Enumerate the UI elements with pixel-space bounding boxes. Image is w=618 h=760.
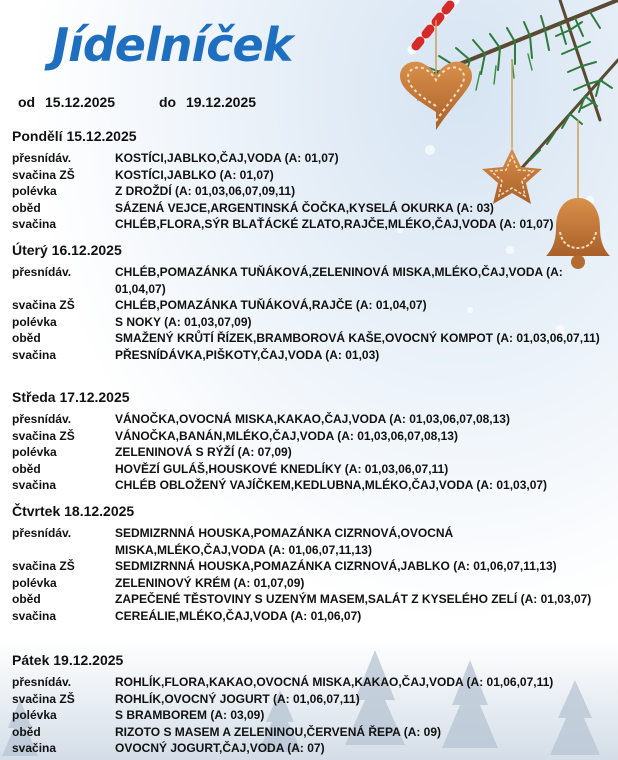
meal-text: RIZOTO S MASEM A ZELENINOU,ČERVENÁ ŘEPA (A: 09) [115,724,442,739]
meal-label: přesnídáv. [12,151,72,165]
menu-row [12,674,612,691]
from-date: 15.12.2025 [45,94,116,110]
meal-label: přesnídáv. [12,526,72,540]
day-section-monday [12,128,612,233]
meal-label: polévka [12,575,57,590]
menu-row [12,740,612,757]
meal-label: polévka [12,314,57,329]
menu-row [12,200,612,217]
menu-row [12,724,612,741]
meal-text: CEREÁLIE,MLÉKO,ČAJ,VODA (A: 01,06,07) [115,608,362,623]
meal-text: SEDMIZRNNÁ HOUSKA,POMAZÁNKA CIZRNOVÁ,OVOCNÁ MISKA,MLÉKO,ČAJ,VODA (A: 01,06,07,11,13) [115,526,454,557]
meal-label: přesnídáv. [12,675,72,689]
menu-row [12,608,612,625]
meal-label: svačina ZŠ [12,691,75,706]
meal-text: CHLÉB,POMAZÁNKA TUŇÁKOVÁ,ZELENINOVÁ MISKA,MLÉKO,ČAJ,VODA (A: 01,04,07) [115,265,563,296]
meal-label: přesnídáv. [12,265,72,279]
date-range [18,94,262,110]
meal-text: CHLÉB,POMAZÁNKA TUŇÁKOVÁ,RAJČE (A: 01,04,07) [115,298,427,312]
meal-text: SMAŽENÝ KRŮTÍ ŘÍZEK,BRAMBOROVÁ KAŠE,OVOCNÝ KOMPOT (A: 01,03,06,07,11) [115,331,600,345]
meal-label: polévka [12,708,57,722]
meal-label: přesnídáv. [12,412,72,426]
meal-label: svačina [12,478,57,492]
menu-row [12,216,612,233]
meal-text: KOSTÍCI,JABLKO,ČAJ,VODA (A: 01,07) [115,151,339,165]
meal-label: svačina [12,608,57,623]
meal-text: ZELENINOVÁ S RÝŽÍ (A: 07,09) [115,445,292,459]
meal-text: CHLÉB,FLORA,SÝR BLAŤÁCKÉ ZLATO,RAJČE,MLÉKO,ČAJ,VODA (A: 01,07) [115,217,554,231]
meal-text: S BRAMBOREM (A: 03,09) [115,708,265,722]
meal-text: HOVĚZÍ GULÁŠ,HOUSKOVÉ KNEDLÍKY (A: 01,03,06,07,11) [115,461,449,476]
meal-label: polévka [12,445,57,459]
menu-row [12,428,612,445]
menu-row [12,297,612,314]
meal-text: SEDMIZRNNÁ HOUSKA,POMAZÁNKA CIZRNOVÁ,JABLKO (A: 01,06,07,11,13) [115,559,557,573]
meal-text: ZELENINOVÝ KRÉM (A: 01,07,09) [115,575,305,590]
meal-text: ROHLÍK,FLORA,KAKAO,OVOCNÁ MISKA,KAKAO,ČAJ,VODA (A: 01,06,07,11) [115,675,554,689]
meal-label: oběd [12,724,41,739]
meal-text: PŘESNÍDÁVKA,PIŠKOTY,ČAJ,VODA (A: 01,03) [115,347,380,362]
menu-row [12,558,612,575]
menu-row [12,591,612,608]
menu-row [12,167,612,184]
menu-row [12,264,612,297]
meal-text: S NOKY (A: 01,03,07,09) [115,314,252,329]
day-title: Čtvrtek 18.12.2025 [12,503,135,519]
meal-label: oběd [12,200,41,215]
meal-label: polévka [12,184,57,198]
meal-label: oběd [12,331,41,345]
menu-row [12,150,612,167]
menu-row [12,461,612,478]
meal-label: svačina [12,217,57,231]
meal-text: SÁZENÁ VEJCE,ARGENTINSKÁ ČOČKA,KYSELÁ OKURKA (A: 03) [115,200,494,215]
meal-text: VÁNOČKA,BANÁN,MLÉKO,ČAJ,VODA (A: 01,03,06,07,08,13) [115,428,458,443]
meal-label: svačina ZŠ [12,167,75,182]
page-title: Jídelníček [52,18,293,72]
to-date: 19.12.2025 [185,94,257,110]
menu-row [12,183,612,200]
day-section-tuesday [12,242,612,363]
meal-label: svačina ZŠ [12,298,75,312]
meal-text: CHLÉB OBLOŽENÝ VAJÍČKEM,KEDLUBNA,MLÉKO,ČAJ,VODA (A: 01,03,07) [115,478,548,492]
day-title: Pátek 19.12.2025 [12,652,124,668]
menu-row [12,444,612,461]
meal-label: oběd [12,461,41,476]
meal-text: ROHLÍK,OVOCNÝ JOGURT (A: 01,06,07,11) [115,691,360,706]
to-label: do [158,94,177,110]
meal-text: ZAPEČENÉ TĚSTOVINY S UZENÝM MASEM,SALÁT Z KYSELÉHO ZELÍ (A: 01,03,07) [115,592,592,606]
menu-row [12,477,612,494]
day-section-wednesday [12,389,612,494]
menu-row [12,411,612,428]
day-section-friday [12,652,612,757]
day-title: Úterý 16.12.2025 [12,242,122,258]
meal-label: svačina ZŠ [12,559,75,573]
from-label: od [18,94,36,110]
menu-row [12,347,612,364]
meal-label: svačina [12,741,57,755]
day-title: Pondělí 15.12.2025 [12,128,137,144]
menu-row [12,330,612,347]
meal-label: svačina [12,347,57,362]
meal-text: Z DROŽDÍ (A: 01,03,06,07,09,11) [115,184,296,198]
menu-row [12,707,612,724]
meal-label: oběd [12,592,41,606]
menu-row [12,575,612,592]
day-section-thursday [12,503,612,624]
meal-text: OVOCNÝ JOGURT,ČAJ,VODA (A: 07) [115,741,325,755]
menu-row [12,691,612,708]
day-title: Středa 17.12.2025 [12,389,130,405]
menu-row [12,314,612,331]
menu-row [12,525,612,558]
meal-text: VÁNOČKA,OVOCNÁ MISKA,KAKAO,ČAJ,VODA (A: 01,03,06,07,08,13) [115,412,510,426]
meal-text: KOSTÍCI,JABLKO (A: 01,07) [115,167,274,182]
meal-label: svačina ZŠ [12,428,75,443]
